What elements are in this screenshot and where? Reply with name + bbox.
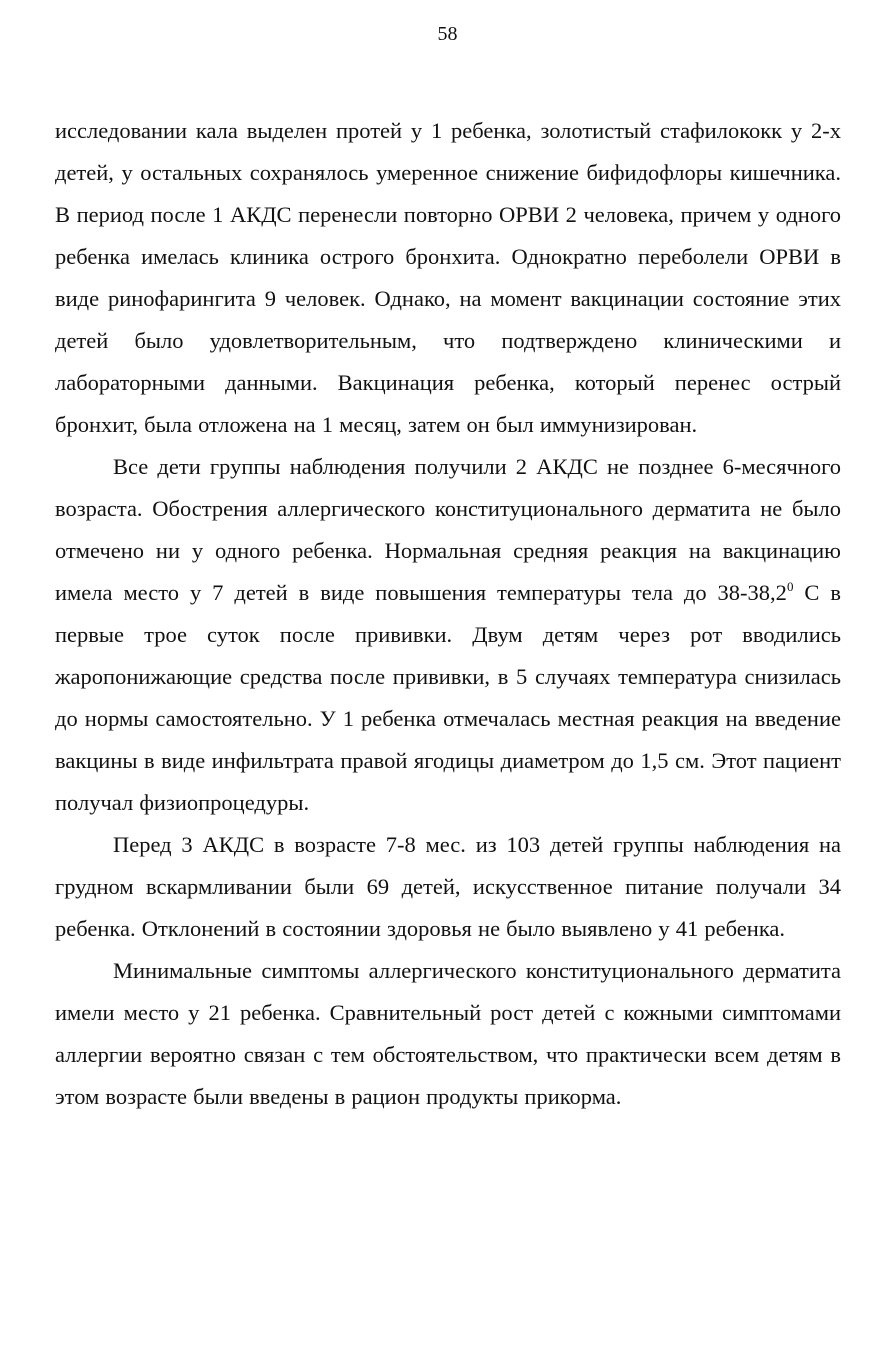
page-number: 58	[437, 23, 458, 45]
paragraph-4: Минимальные симптомы аллергического конституционального дерматита имели место у 21 ребенка. Сравнительный рост детей с кожными симптомами аллергии вероятно связан с тем обстоятельством, что практически всем детям в этом возрасте были введены в рацион продукты прикорма.	[55, 958, 841, 1109]
body-text	[55, 110, 841, 1118]
paragraph-2-part-2: С в первые трое суток после прививки. Двум детям через рот вводились жаропонижающие средства после прививки, в 5 случаях температура снизилась до нормы самостоятельно. У 1 ребенка отмечалась местная реакция на введение вакцины в виде инфильтрата правой ягодицы диаметром до 1,5 см. Этот пациент получал физиопроцедуры.	[55, 580, 841, 815]
paragraph-3: Перед 3 АКДС в возрасте 7-8 мес. из 103 детей группы наблюдения на грудном вскармливании были 69 детей, искусственное питание получали 34 ребенка. Отклонений в состоянии здоровья не было выявлено у 41 ребенка.	[55, 832, 841, 941]
paragraph-2-part-1: Все дети группы наблюдения получили 2 АКДС не позднее 6-месячного возраста. Обострения аллергического конституционального дерматита не было отмечено ни у одного ребенка. Нормальная средняя реакция на вакцинацию имела место у 7 детей в виде повышения температуры тела до 38-38,2	[55, 454, 841, 605]
paragraph-2	[55, 446, 841, 824]
paragraph-1: исследовании кала выделен протей у 1 ребенка, золотистый стафилококк у 2-х детей, у остальных сохранялось умеренное снижение бифидофлоры кишечника. В период после 1 АКДС перенесли повторно ОРВИ 2 человека, причем у одного ребенка имелась клиника острого бронхита. Однократно переболели ОРВИ в виде ринофарингита 9 человек. Однако, на момент вакцинации состояние этих детей было удовлетворительным, что подтверждено клиническими и лабораторными данными. Вакцинация ребенка, который перенес острый бронхит, была отложена на 1 месяц, затем он был иммунизирован.	[55, 118, 841, 437]
degree-superscript: 0	[786, 579, 794, 594]
